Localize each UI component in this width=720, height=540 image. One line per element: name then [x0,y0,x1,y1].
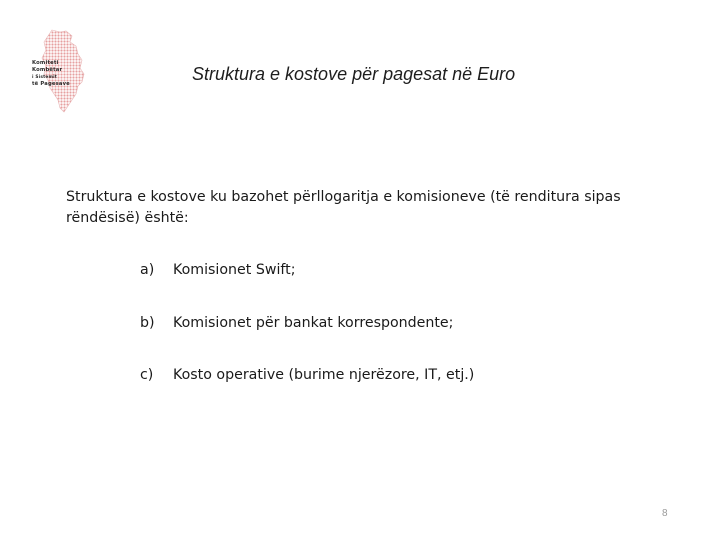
logo-line-4: të Pagesave [32,81,70,87]
list-marker: c) [140,367,154,383]
list-marker: b) [140,314,155,331]
list-item-text: Kosto operative (burime njerëzore, IT, etj.) [173,367,475,383]
page-number: 8 [662,508,668,519]
logo-line-1: Komiteti [32,60,59,66]
intro-paragraph: Struktura e kostove ku bazohet përllogaritja e komisioneve (të renditura sipas rëndësisë) është: [66,189,621,226]
logo [30,28,94,114]
list-item-text: Komisionet Swift; [173,262,296,278]
logo-line-2: Kombëtar [32,67,63,73]
list-marker: a) [140,262,155,278]
list-item-text: Komisionet për bankat korrespondente; [173,314,454,331]
logo-line-3: i Sistemit [32,75,58,80]
slide-title: Struktura e kostove për pagesat në Euro [192,64,516,84]
